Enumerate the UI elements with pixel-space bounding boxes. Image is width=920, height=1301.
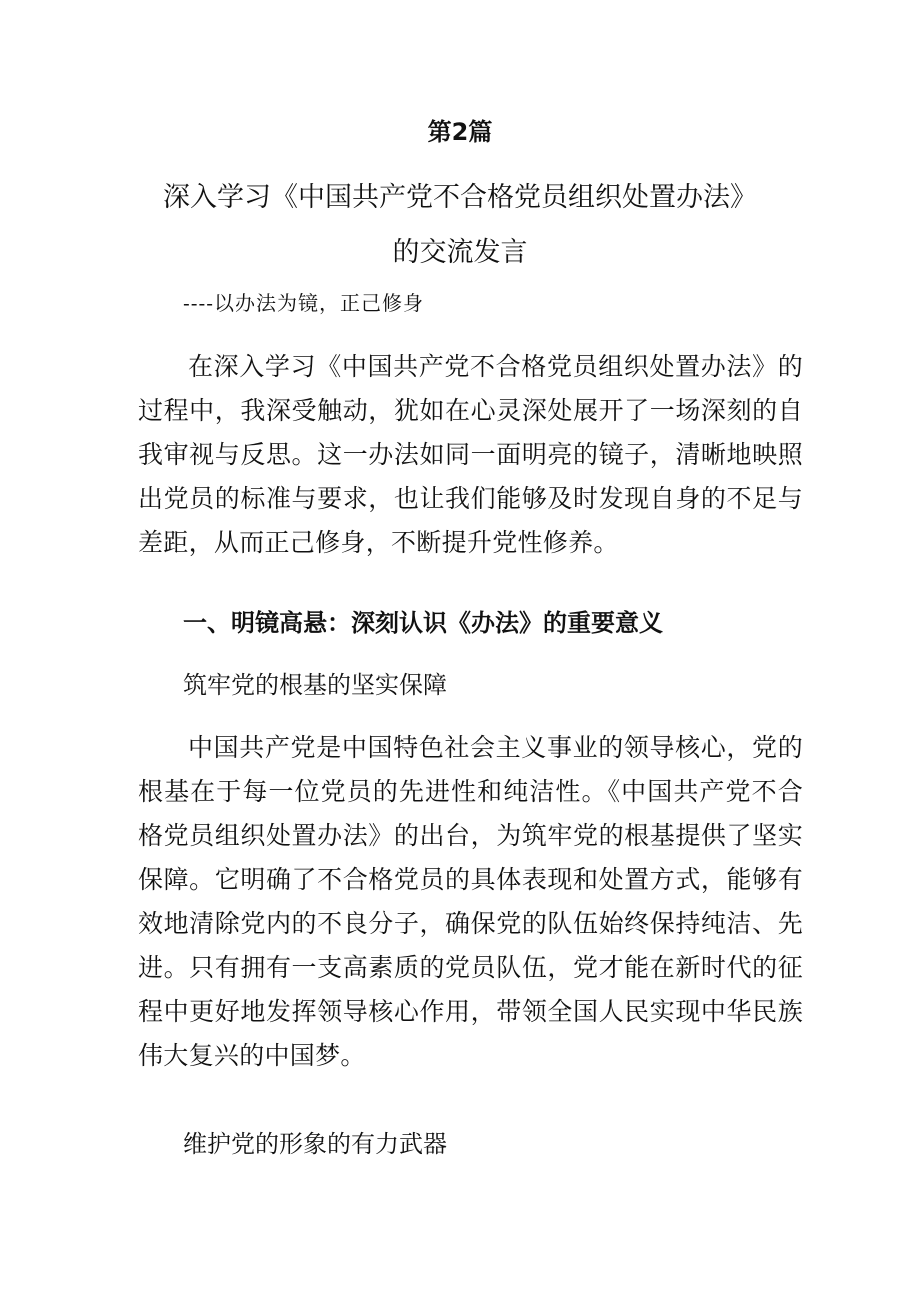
document-title: 深入学习《中国共产党不合格党员组织处置办法》的交流发言 [163, 182, 757, 268]
document-subtitle: ----以办法为镜，正己修身 [183, 291, 425, 315]
body-paragraph: 中国共产党是中国特色社会主义事业的领导核心，党的根基在于每一位党员的先进性和纯洁性。《中国共产党不合格党员组织处置办法》的出台，为筑牢党的根基提供了坚实保障。它明确了不合格党员的具体表现和处置方式，能够有效地清除党内的不良分子，确保党的队伍始终保持纯洁、先进。只有拥有一支高素质的党员队伍，党才能在新时代的征程中更好地发挥领导核心作用，带领全国人民实现中华民族伟大复兴的中国梦。 [138, 733, 803, 1070]
intro-paragraph: 在深入学习《中国共产党不合格党员组织处置办法》的过程中，我深受触动，犹如在心灵深处展开了一场深刻的自我审视与反思。这一办法如同一面明亮的镜子，清晰地映照出党员的标准与要求，也让我们能够及时发现自身的不足与差距，从而正己修身，不断提升党性修养。 [138, 352, 803, 557]
chapter-label: 第2篇 [427, 118, 493, 146]
section-heading: 一、明镜高悬：深刻认识《办法》的重要意义 [183, 609, 663, 637]
subheading-1: 筑牢党的根基的坚实保障 [183, 671, 447, 699]
subheading-2: 维护党的形象的有力武器 [183, 1130, 447, 1158]
